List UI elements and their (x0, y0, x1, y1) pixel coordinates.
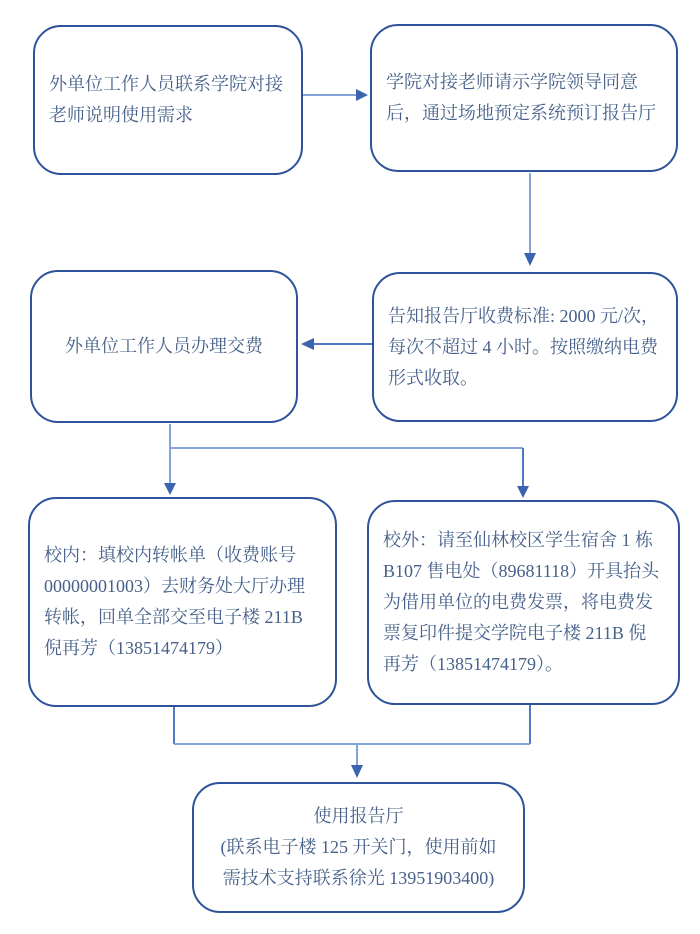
flow-node-text-line: 校外：请至仙林校区学生宿舍 1 栋 (383, 530, 653, 550)
flow-node-use-hall (192, 782, 525, 913)
arrow-down-icon (524, 173, 536, 266)
flow-node-text-line: 每次不超过 4 小时。按照缴纳电费 (388, 336, 658, 357)
flow-node-text-line: 需技术支持联系徐光 13951903400) (222, 868, 495, 888)
flow-node-text-line: 学院对接老师请示学院领导同意 (386, 72, 638, 92)
merge-branch-lines (174, 705, 530, 778)
flow-node-text-line: 老师说明使用需求 (49, 105, 193, 125)
flow-node-text-line: 使用报告厅 (313, 806, 404, 826)
flow-node-text-line: (联系电子楼 125 开关门，使用前如 (220, 837, 497, 857)
flow-node-text-line: 再芳（13851474179）。 (383, 654, 563, 674)
flow-node-off-campus-invoice (367, 500, 680, 705)
arrow-left-icon (301, 338, 372, 350)
flow-node-text-line: 形式收取。 (388, 367, 478, 388)
flow-node-on-campus-transfer (28, 497, 337, 707)
flow-node-text-line: 倪再芳（13851474179） (44, 638, 233, 658)
flow-node-text-line: 校内：填校内转帐单（收费账号 (44, 545, 296, 565)
flow-node-text-line: 告知报告厅收费标准: 2000 元/次， (388, 305, 660, 326)
flow-node-text-line: 00000001003）去财务处大厅办理 (44, 576, 305, 596)
flow-node-text-line: 转帐，回单全部交至电子楼 211B (44, 607, 303, 627)
flow-node-text-line: 后，通过场地预定系统预订报告厅 (386, 103, 656, 123)
flow-node-contact-college (33, 25, 303, 175)
split-branch-lines (164, 424, 529, 498)
arrow-right-icon (303, 89, 368, 101)
flow-node-text-line: 外单位工作人员联系学院对接 (49, 74, 283, 94)
flow-node-text-line: B107 售电处（89681118）开具抬头 (383, 561, 660, 581)
flow-node-reserve-hall (370, 24, 678, 172)
flow-node-text-line: 外单位工作人员办理交费 (65, 336, 263, 356)
flow-node-text-line: 为借用单位的电费发票，将电费发 (383, 592, 653, 612)
flow-node-pay-fee (30, 270, 298, 423)
flow-node-text-line: 票复印件提交学院电子楼 211B 倪 (383, 623, 647, 643)
flow-node-fee-standard (372, 272, 678, 422)
